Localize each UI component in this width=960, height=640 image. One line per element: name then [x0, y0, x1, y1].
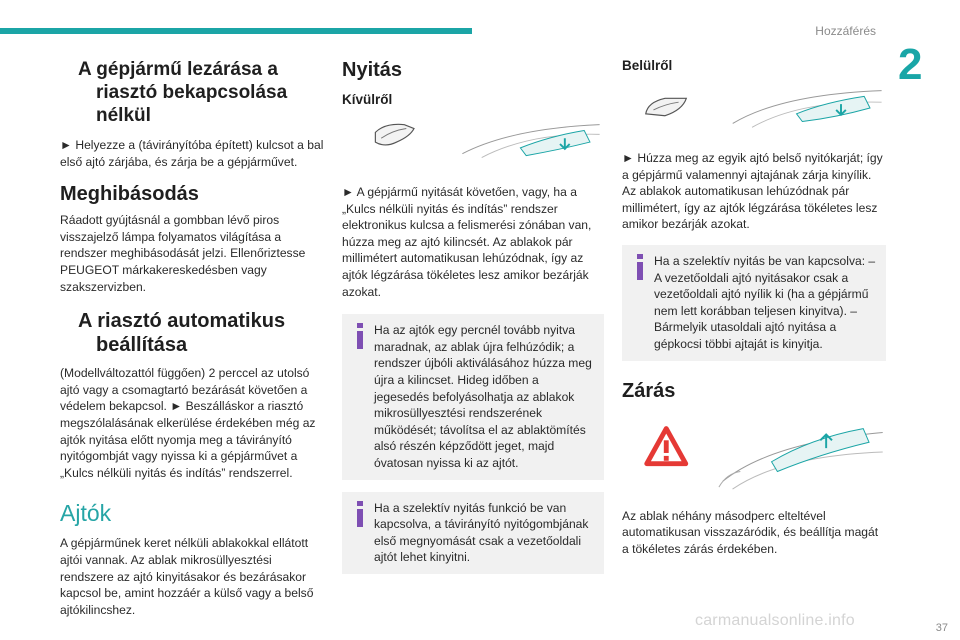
close-title: Zárás	[622, 379, 676, 402]
auto-alarm-text: (Modellváltozattól függően) 2 perccel az utolsó ajtó vagy a csomagtartó bezárását követően a védelem bekapcsol. ► Beszálláskor a riasztó megszólalásának elkerülése érdekében még az ajtók nyitása előtt nyomja meg a távirányító nyitógombját vagy nyissa ki a gépjárművet a „Kulcs nélküli nyitás és indítás” rendszerrel.	[60, 366, 316, 480]
info-icon	[354, 501, 368, 527]
interior-handle-illustration	[622, 79, 886, 137]
middle-column	[342, 58, 604, 574]
doors-title: Ajtók	[60, 500, 112, 527]
section-title: Hozzáférés	[815, 24, 876, 38]
close-text: Az ablak néhány másodperc elteltével automatikusan visszazáródik, és beállítja magát a tökéletes zárás érdekében.	[622, 508, 879, 556]
info-icon	[354, 323, 368, 349]
doors-text: A gépjárműnek keret nélküli ablakokkal ellátott ajtói vannak. Az ablak mikrosüllyesztési rendszere az ajtó kinyitásakor és bezárásakor kapcsol be, amint hozzáér a külső vagy a belső ajtókilincshez.	[60, 536, 314, 617]
closing-illustration	[622, 413, 886, 491]
lock-title: A gépjármű lezárása a riasztó bekapcsolása nélkül	[78, 59, 288, 126]
info-box-3-text: Ha a szelektív nyitás be van kapcsolva: – A vezetőoldali ajtó nyitásakor csak a vezetőoldali ajtó nyílik ki (ha a gépjármű nem lett korábban teljesen kinyitva). – Bármelyik utasoldali ajtó nyitása a gépkocsi többi ajtaját is kinyitja.	[654, 253, 876, 351]
chapter-number: 2	[898, 40, 923, 89]
left-column	[60, 58, 324, 618]
lock-text: ► Helyezze a (távirányítóba épített) kulcsot a bal első ajtó zárjába, és zárja be a gépjárművet.	[60, 138, 324, 169]
info-box-2-text: Ha a szelektív nyitás funkció be van kapcsolva, a távirányító nyitógombjának első megnyomását csak a vezetőoldali ajtót lehet kinyitni.	[374, 500, 589, 565]
auto-alarm-title: A riasztó automatikus beállítása	[78, 310, 286, 357]
fault-text: Ráadott gyújtásnál a gombban lévő piros visszajelző lámpa folyamatos világítása a rendszer meghibásodását jelzi. Ellenőriztesse PEUGEOT márkakereskedésben vagy szakszervizben.	[60, 213, 306, 294]
exterior-handle-illustration	[342, 115, 604, 173]
info-box-2	[342, 492, 604, 574]
outside-title: Kívülről	[342, 92, 393, 107]
info-box-3	[622, 245, 886, 361]
outside-text: ► A gépjármű nyitását követően, vagy, ha a „Kulcs nélküli nyitás és indítás” rendszer elektronikus kulcsa a felismerési zónában van, húzza meg az ajtó kilincsét. Az ablakok pár millimétert automatikusan lehúzódnak, így az ajtók légzárása tökéletes lesz amikor bezárják azokat.	[342, 185, 592, 299]
info-icon	[634, 254, 648, 280]
info-box-1-text: Ha az ajtók egy percnél tovább nyitva maradnak, az ablak újra felhúzódik; a rendszer újbóli aktiválásához húzza meg újra a kilincset. Hideg időben a jegesedés befolyásolhatja az ablakok mikrosüllyesztési rendszerének működését; távolítsa el az ablaktömítés alsó részén képződött jeget, majd óvatosan nyissa ki az ajtót.	[374, 323, 592, 470]
fault-title: Meghibásodás	[60, 183, 199, 206]
watermark: carmanualsonline.info	[695, 612, 855, 629]
inside-text: ► Húzza meg az egyik ajtó belső nyitókarját; így a gépjármű valamennyi ajtajának zárja kinyílik. Az ablakok automatikusan lehúzódnak pár millimétert, így az ajtók légzárása tökéletes lesz amikor bezárják azokat.	[622, 151, 883, 232]
info-box-1	[342, 314, 604, 479]
page-number: 37	[935, 622, 948, 634]
open-title: Nyitás	[342, 59, 403, 81]
inside-title: Belülről	[622, 58, 673, 73]
right-column	[622, 58, 886, 557]
header-accent-bar	[0, 28, 472, 34]
